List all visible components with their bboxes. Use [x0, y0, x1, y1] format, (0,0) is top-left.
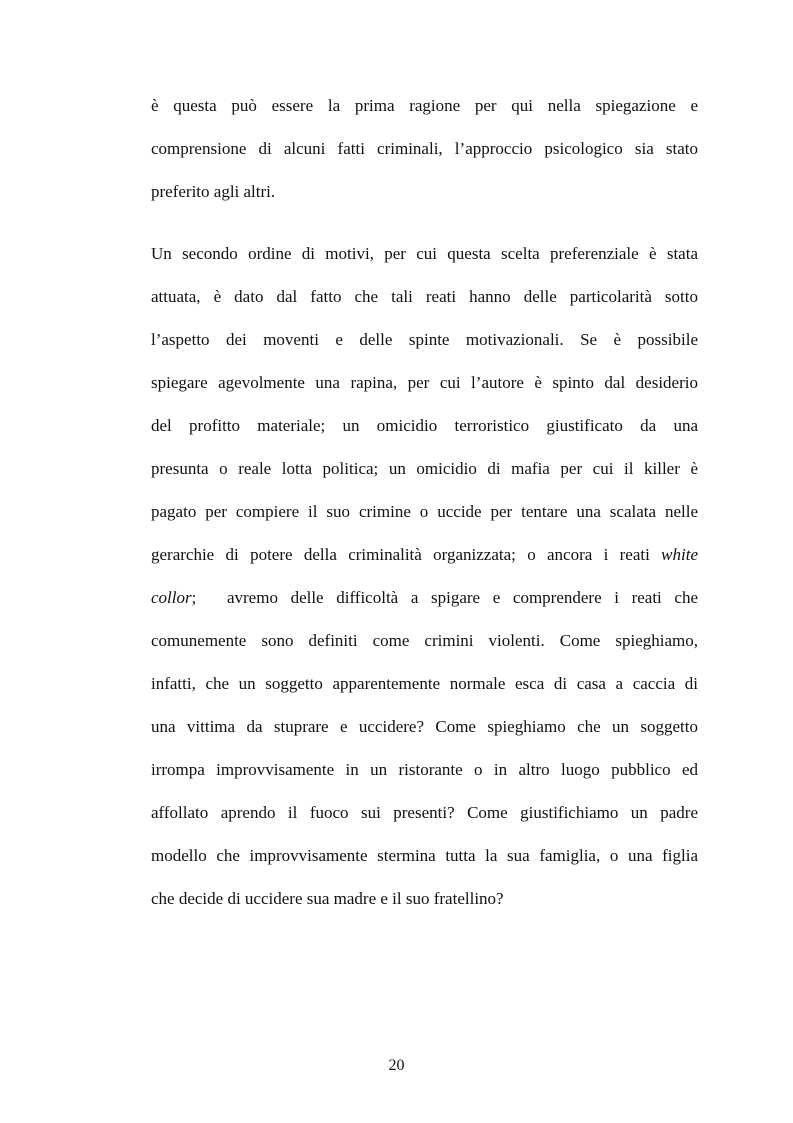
page-number: 20 — [388, 1057, 405, 1074]
text-fragment: avremo delle difficoltà a spigare e comprendere i reati che — [226, 588, 698, 607]
text-line: comprensione di alcuni fatti criminali, l’approccio psicologico sia stato — [151, 139, 698, 158]
text-line: affollato aprendo il fuoco sui presenti? Come giustifichiamo un padre — [151, 803, 698, 822]
italic-term-collor: collor — [151, 588, 192, 607]
text-line: infatti, che un soggetto apparentemente normale esca di casa a caccia di — [151, 674, 698, 693]
text-line-with-italic — [151, 533, 698, 576]
text-line: modello che improvvisamente stermina tutta la sua famiglia, o una figlia — [151, 846, 698, 865]
text-line: comunemente sono definiti come crimini violenti. Come spieghiamo, — [151, 631, 698, 650]
text-line: del profitto materiale; un omicidio terroristico giustificato da una — [151, 416, 698, 435]
semicolon: ; — [191, 588, 197, 607]
text-line: preferito agli altri. — [151, 182, 276, 201]
text-line: Un secondo ordine di motivi, per cui questa scelta preferenziale è stata — [151, 244, 698, 263]
text-fragment: gerarchie di potere della criminalità organizzata; o ancora i reati — [151, 545, 662, 564]
text-line: che decide di uccidere sua madre e il suo fratellino? — [151, 889, 504, 908]
paragraph-2 — [151, 232, 698, 920]
text-line: attuata, è dato dal fatto che tali reati hanno delle particolarità sotto — [151, 287, 698, 306]
text-line: una vittima da stuprare e uccidere? Come spieghiamo che un soggetto — [151, 717, 698, 736]
text-line: irrompa improvvisamente in un ristorante o in altro luogo pubblico ed — [151, 760, 698, 779]
text-line: pagato per compiere il suo crimine o uccide per tentare una scalata nelle — [151, 502, 698, 521]
paragraph-1 — [151, 84, 698, 213]
text-line: l’aspetto dei moventi e delle spinte motivazionali. Se è possibile — [151, 330, 698, 349]
italic-term-white: white — [661, 545, 698, 564]
text-line: è questa può essere la prima ragione per qui nella spiegazione e — [151, 96, 698, 115]
text-line-with-italic — [151, 576, 698, 619]
text-line: spiegare agevolmente una rapina, per cui l’autore è spinto dal desiderio — [151, 373, 698, 392]
text-line: presunta o reale lotta politica; un omicidio di mafia per cui il killer è — [151, 459, 698, 478]
